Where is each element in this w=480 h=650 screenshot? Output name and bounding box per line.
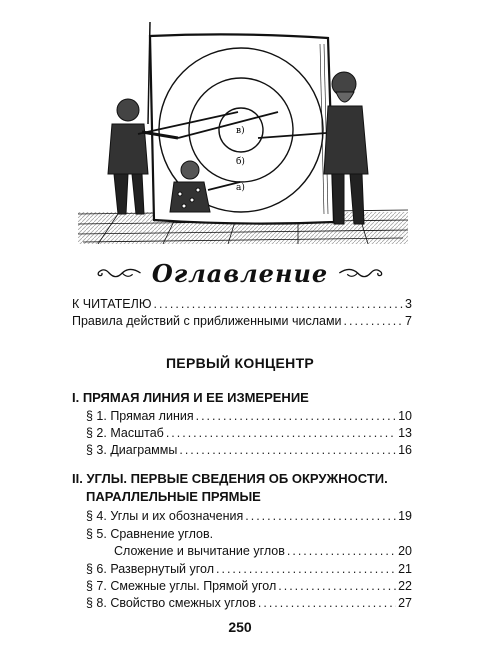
toc-entry-1[interactable]	[86, 408, 412, 424]
leader-dots	[179, 442, 396, 458]
toc-entry-label: § 6. Развернутый угол	[86, 562, 215, 576]
toc-entry-4[interactable]	[86, 508, 412, 524]
toc-entry-page: 13	[398, 426, 412, 440]
toc-entry-5-line1[interactable]: § 5. Сравнение углов.	[86, 527, 214, 541]
toc-entry-page: 21	[398, 562, 412, 576]
toc-entry-6[interactable]	[86, 561, 412, 577]
leader-dots	[153, 296, 403, 312]
toc-entry-label: § 1. Прямая линия	[86, 409, 194, 423]
toc-entry-page: 7	[405, 314, 412, 328]
contents-title: Оглавление	[151, 258, 329, 288]
leader-dots	[287, 543, 396, 559]
contents-heading	[96, 253, 384, 293]
leader-dots	[166, 425, 396, 441]
leader-dots	[278, 578, 396, 594]
toc-entry-page: 19	[398, 509, 412, 523]
toc-entry-2[interactable]	[86, 425, 412, 441]
toc-entry-page: 22	[398, 579, 412, 593]
toc-entry-page: 10	[398, 409, 412, 423]
toc-entry-label: § 3. Диаграммы	[86, 443, 178, 457]
toc-entry-reader[interactable]	[72, 296, 412, 312]
toc-entry-label: § 4. Углы и их обозначения	[86, 509, 244, 523]
toc-entry-label: § 8. Свойство смежных углов	[86, 596, 256, 610]
ornament-right-icon	[338, 258, 384, 288]
toc-entry-8[interactable]	[86, 595, 412, 611]
toc-entry-label: Сложение и вычитание углов	[114, 544, 285, 558]
leader-dots	[344, 313, 404, 329]
toc-entry-7[interactable]	[86, 578, 412, 594]
toc-entry-label: § 7. Смежные углы. Прямой угол	[86, 579, 277, 593]
section-title-2-line1[interactable]: II. УГЛЫ. ПЕРВЫЕ СВЕДЕНИЯ ОБ ОКРУЖНОСТИ.	[72, 471, 388, 486]
toc-entry-3[interactable]	[86, 442, 412, 458]
toc-entry-5[interactable]	[114, 543, 412, 559]
toc-entry-label: Правила действий с приближенными числами	[72, 314, 342, 328]
section-title-1[interactable]: I. ПРЯМАЯ ЛИНИЯ И ЕЕ ИЗМЕРЕНИЕ	[72, 390, 309, 405]
target-illustration	[78, 14, 408, 244]
toc-entry-page: 3	[405, 297, 412, 311]
toc-entry-page: 20	[398, 544, 412, 558]
part-title: ПЕРВЫЙ КОНЦЕНТР	[165, 355, 315, 371]
page-number: 250	[228, 619, 252, 635]
label-a: а)	[236, 183, 245, 193]
leader-dots	[258, 595, 396, 611]
toc-entry-page: 16	[398, 443, 412, 457]
leader-dots	[216, 561, 396, 577]
label-v: в)	[236, 126, 245, 136]
leader-dots	[245, 508, 396, 524]
toc-entry-page: 27	[398, 596, 412, 610]
toc-entry-rules[interactable]	[72, 313, 412, 329]
toc-entry-label: К ЧИТАТЕЛЮ	[72, 297, 152, 311]
section-title-2-line2[interactable]: ПАРАЛЛЕЛЬНЫЕ ПРЯМЫЕ	[86, 489, 261, 504]
label-b: б)	[236, 157, 245, 167]
leader-dots	[196, 408, 396, 424]
ornament-left-icon	[96, 258, 142, 288]
toc-entry-label: § 2. Масштаб	[86, 426, 164, 440]
